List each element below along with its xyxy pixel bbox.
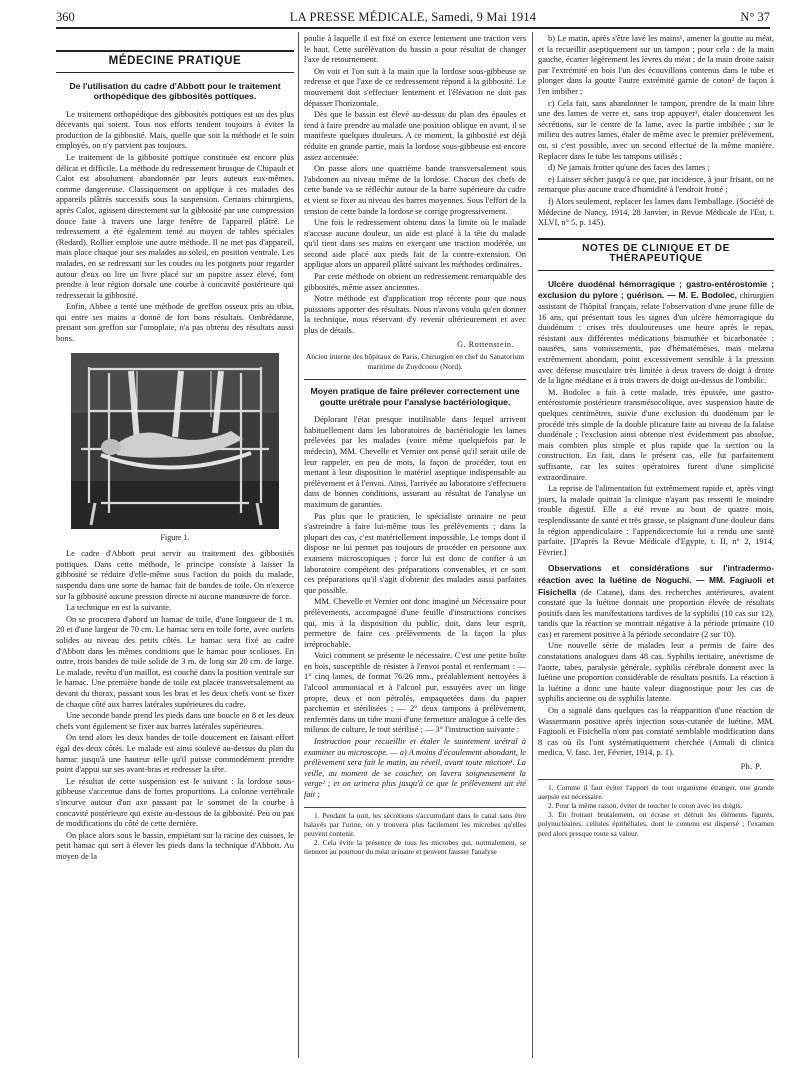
paragraph: e) Laisser sécher jusqu'à ce que, par incidence, à jour frisant, on ne remarque plus aucune trace d'humidité à l'endroit frotté ; <box>538 174 774 195</box>
column-separator <box>298 32 299 1058</box>
paragraph: M. Bodolec a fait à cette malade, très épuisée, une gastro-entérostomie postérieure transmésocolique, avec suspension haute de quelques centimètres, suivie d'une exclusion du duodénum par le procédé très simple de la double plicature faite au niveau de la falaise duodénale ; l'exclusion ainsi obtenue n'est évidemment pas absolue, mais combien plus simple et plus rapide que la section ou la construction. En fait, dans le présent cas, elle fut parfaitement suffisante, car les suites opératoires furent d'une simplicité extraordinaire. <box>538 387 774 482</box>
note-title: Observations et considérations sur l'intradermo-réaction avec la luétine de Noguchi. — MM. Fagiuoli et Fisichella <box>538 563 774 597</box>
paragraph: La technique en est la suivante. <box>66 603 172 613</box>
footnotes <box>538 783 774 838</box>
note-signature: Ph. P. <box>740 762 762 771</box>
author-affiliation: Ancien interne des hôpitaux de Paris, Chirurgien en chef du Sanatorium maritime de Zuydcoote (Nord). <box>305 352 525 371</box>
paragraph: On place alors sous le bassin, empiétant sur la racine des cuisses, le petit hamac qui sert à élever les pieds dans la technique d'Abbott. Au moyen de la <box>56 830 294 861</box>
paragraph: c) Cela fait, sans abandonner le tampon, prendre de la main libre une des lames de verre et, sans trop appuyer³, étaler doucement les sécrétions, sur le centre de la lame, avec la partie imbibée ; sur le milieu des autres lames, étaler de même avec le premier prélèvement, ou, si c'est possible, avec un second effectué de la même manière. Replacer dans le tube les tampons utilisés ; <box>538 98 774 161</box>
footnote: 1. Pendant la nuit, les sécrétions s'accumulant dans le canal sans être balayés par l'urine, on y trouvera plus facilement les microbes qu'elles peuvent contenir. <box>304 810 526 838</box>
note-title: Ulcère duodénal hémorragique ; gastro-entérostomie ; exclusion du pylore ; guérison. — M. E. Bodolec, <box>538 278 774 301</box>
section-heading: NOTES DE CLINIQUE ET DE THÉRAPEUTIQUE <box>538 238 774 271</box>
paragraph: Pas plus que le praticien, le spécialiste urinaire ne peut s'astreindre à faire lui-même tous les prélèvements ; dans la plupart des cas, c'est matériellement impossible. Le temps dont il dispose ne lui permet pas toujours de procéder en personne aux examens microscopiques ; force lui est donc de confier à un laboratoire compétent des préparations convenables, et ce sont ces préparations qu'il s'agit d'obtenir des malades aussi parfaites que possible. <box>304 511 526 595</box>
column-3 <box>538 34 774 838</box>
paragraph: Le traitement de la gibbosité pottique constituée est encore plus délicat et difficile. La méthode du redressement brusque de Chipault et Calot est absolument abandonnée par leurs auteurs eux-mêmes, comme dangereuse. Classiquement on applique à ces malades des appareils plâtrés successifs sous la suspension. Certains chirurgiens, après Calot, agissent directement sur la gibbosité par une compression douce faite à travers une large fenêtre de l'appareil plâtré. Le redressement a été également tenté au moyen de tables spéciales (Redard). Rollier emploie une autre méthode. Il ne met pas d'appareil, mais place chaque jour ses malades au soleil, en position ventrale. Les malades, en se redressant sur les coudes ou les poignets pour regarder autour d'eux ou lire un livre placé sur un pupitre assez élevé, font prendre à leur région dorsale une courbe à concavité postérieure qui redresserait la gibbosité. <box>56 152 294 300</box>
paragraph: Dès que le bassin est élevé au-dessus du plan des épaules et tend à faire prendre au malade une position oblique en avant, il se manifeste quelques douleurs. A ce moment, la gibbosité est déjà réduite en grande partie, mais la lordose sous-gibbeuse est encore assez accentuée. <box>304 110 526 162</box>
paragraph: Par cette méthode on obtient un redressement remarquable des gibbosités, même assez anciennes. <box>304 272 526 292</box>
paragraph: Instruction pour recueillir et étaler le suintement urétral à examiner au microscope. — a) A moins d'écoulement abondant, le prélèvement sera fait le matin, au réveil, avant toute miction¹. La veille, au moment de se coucher, on lavera soigneusement la verge² ; et on urinera plus jusqu'à ce que le prélèvement ait été fait ; <box>304 737 526 799</box>
column-1 <box>56 52 294 863</box>
page-number: 360 <box>56 10 75 24</box>
paragraph: Déplorant l'état presque inutilisable dans lequel arrivent habituellement dans les laboratoires de bactériologie les lames prélevées par les malades (voire même quelquefois par le médecin), MM. Chevelle et Vernier ont pensé qu'il serait utile de leur rappeler, en peu de mots, la façon de procéder, tout en mettant à leur disposition le matériel aseptique indispensable au prélèvement et à l'envoi. Ainsi, l'arrivée au laboratoire s'effectuera dans de bonnes conditions, assurant au résultat de l'analyse un maximum de garanties. <box>304 415 526 509</box>
footnote: 2. Cela évite la présence de tous les microbes qui, normalement, se tiennent au pourtour du méat urinaire et peuvent fausser l'analyse <box>304 838 526 857</box>
header-rule <box>56 27 770 29</box>
article-title: De l'utilisation du cadre d'Abbott pour le traitement orthopédique des gibbosités pottiques. <box>69 80 281 102</box>
abbott-frame-illustration <box>71 353 279 529</box>
footnote: 1. Comme il faut éviter l'apport de tout organisme étranger, une grande asepsie est nécessaire. <box>538 782 774 801</box>
paragraph: Enfin, Abbee a tenté une méthode de greffon osseux pris au tibia, qui entre ses mains a donné de fort bons résultats. Ombrédanne, prenant son greffon sur l'omoplate, n'a pas obtenu des résultats aussi bons. <box>56 302 294 344</box>
paragraph: On se procurera d'abord un hamac de toile, d'une longueur de 1 m. 20 et d'une largeur de 70 cm. Le hamac sera en toile forte, avec ourlets solides au niveau des petits côtés. Le hamac sera fixé au cadre d'Abbott dans les mêmes conditions que le hamac pour scolioses. En outre, trois bandes de toile solide de 3 m. de long sur 20 cm. de large. Le malade, revêtu d'un maillot, est couché dans la position ventrale sur le hamac. Une première bande de toile est placée transversalement au devant du thorax, passant sous les bras et les deux chefs vont se fixer de chaque côté aux barres latérales supérieures du cadre. <box>56 614 294 709</box>
paragraph: Une seconde bande prend les pieds dans une boucle en 8 et les deux chefs vont également se fixer aux barres latérales supérieures. <box>56 711 294 731</box>
paragraph: Le traitement orthopédique des gibbosités pottiques est un des plus décevants qui soient. Tous nos efforts tendent toujours à éviter la production de la gibbosité. Mais, quelle que soit la méthode et le soin employés, on n'y parvient pas toujours. <box>56 109 294 151</box>
paragraph: Le cadre d'Abbott peut servir au traitement des gibbosités pottiques. Dans cette méthode, le principe consiste à laisser la gibbosité se réduire d'elle-même sous l'action du poids du malade, suspendu dans une sorte de hamac fait de bandes de toile. On n'exerce sur la gibbosité aucune pression directe ni aucune manœuvre de force. <box>56 549 294 601</box>
figure-caption: Figure 1. <box>160 532 190 542</box>
page-header <box>56 8 770 26</box>
paragraph: Le résultat de cette suspension est le suivant : la lordose sous-gibbeuse s'accentue dans de fortes proportions. La colonne vertébrale s'incurve autour d'un axe passant par le sommet de la courbe à concavité postérieure qui existe au-dessous de la gibbosité. Peu ou pas de modifications du côté de cette dernière. <box>56 776 294 829</box>
paragraph: Une fois le redressement obtenu dans la limite où le malade n'accuse aucune douleur, un aide est placé à la tête du malade qu'il tient dans ses mains en exerçant une traction modérée, un second aide placé aux pieds fait de la contre-extension. On applique alors un appareil plâtré suivant les méthodes ordinaires. <box>304 218 526 270</box>
note-text: chirurgien assistant de l'hôpital français, relate l'observation d'une jeune fille de 16 ans, qui présentait tous les signes d'un ulcère hémorragique du duodénum : crises très douloureuses une heure après le repas, résistant aux différentes médications bismuthée et bicarbonatée ; nausées, sans vomissements, pas d'hématémèses, mais melæna extrêmement abondant, point excessivement sensible à la pression avec défense musculaire très limitée à deux travers de doigt à droite de la ligne médiane et à trois travers de doigt au-dessus de l'ombilic. <box>538 291 774 386</box>
column-2 <box>304 34 526 857</box>
paragraph: MM. Chevelle et Vernier ont donc imaginé un Nécessaire pour prélèvements, accompagné d'une feuille d'instructions concises qui, mis à la disposition du public, doit, dans leur esprit, permettre de faire ces prélèvements de la façon la plus irréprochable. <box>304 597 526 649</box>
paragraph: d) Ne jamais frotter qu'une des faces des lames ; <box>548 163 710 173</box>
footnote-rule <box>538 779 774 780</box>
paragraph: f) Alors seulement, replacer les lames dans l'emballage. (Société de Médecine de Nancy, 1914, 28 Janvier, in Revue Médicale de l'Est, t. XLVI, n° 5, p. 145). <box>538 196 774 228</box>
paragraph: b) Le matin, après s'être lavé les mains¹, amener la goutte au méat, et la recueillir aseptiquement sur un tampon ; pour cela : de la main gauche, écarter légèrement les lèvres du méat ; de la main droite saisir par l'extrémité en bois l'un des écouvillons contenus dans le tube et plonger dans la goutte l'autre extrémité garnie de coton² de façon à l'en imbiber ; <box>538 34 774 96</box>
journal-title: LA PRESSE MÉDICALE, Samedi, 9 Mai 1914 <box>289 10 537 24</box>
footnote-rule <box>304 807 526 808</box>
paragraph: On voit et l'on suit à la main que la lordose sous-gibbeuse se redresse et que l'axe de ce redressement répond à la gibbosité. Le mouvement doit s'effectuer lentement et l'élévation ne doit pas dépasser l'horizontale. <box>304 66 526 108</box>
paragraph: Voici comment se présente le nécessaire. C'est une petite boîte en bois, susceptible de résister à l'envoi postal et renfermant : — 1° cinq lames, de format 76/26 mm., préalablement nettoyées à l'alcool ammoniacal et à l'alcool pur, essuyées avec un linge propre, deux et non pétrolés, empaquetées dans du papier parchemin et stérilisées ; — 2° deux tampons à prélèvement, renfermés dans un tube muni d'une fermeture analogue à celle des milieux de culture, le tout stérilisé ; — 3° l'instruction suivante : <box>304 651 526 735</box>
column-separator <box>532 32 533 1058</box>
paragraph: On tend alors les deux bandes de toile doucement en faisant effort égal des deux côtés. Le malade est ainsi soulevé au-dessus du plan du hamac jusqu'à une hauteur telle qu'il puisse commodément prendre point d'appui sur ses avant-bras et redresser la tête. <box>56 733 294 775</box>
footnote: 2. Pour la même raison, éviter de toucher le coton avec les doigts. <box>548 801 743 810</box>
footnote: 3. En frottant brutalement, on écrase et détruit les éléments figurés, polynucléaires, cellules épithéliales, dont le contenu est dispersé ; l'examen perd alors presque toute sa valeur. <box>538 810 774 838</box>
article-separator <box>304 379 526 380</box>
author-signature: G. Rottenstein. <box>457 339 514 349</box>
footnotes <box>304 811 526 857</box>
paragraph: On a signalé dans quelques cas la réapparition d'une réaction de Wassermann positive après injection sous-cutanée de luétine. MM. Fagiuoli et Fisichella n'ont pas constaté semblable modification dans 8 cas où ils l'ont systématiquement cherchée (Annali di clinica medica, V. fasc. 1er, Février, 1914, p. 1). <box>538 706 774 758</box>
paragraph: La reprise de l'alimentation fut extrêmement rapide et, après vingt jours, la malade quittait la clinique n'ayant pas ressenti le moindre trouble digestif. Elle a été revue au bout de quatre mois, resplendissante de santé et très grasse, se plaignant d'une douleur dans la région appendiculaire : l'appendicectomie lui a rendu une santé parfaite. [D'après la Revue Médicale d'Egypte, t. II, n° 2, 1914, Février.] <box>538 484 774 557</box>
figure-photo-abbott-frame <box>71 353 279 529</box>
article-title: Moyen pratique de faire prélever correctement une goutte urétrale pour l'analyse bactériologique. <box>310 386 520 407</box>
paragraph: Notre méthode est d'application trop récente pour que nous puissions apporter des résultats. Nous n'avons voulu qu'en donner la technique, nous réservant d'y revenir ultérieurement et avec plus de détails. <box>304 294 526 336</box>
paragraph: On passe alors une quatrième bande transversalement sous l'abdomen au niveau même de la lordose. Chacun des chefs de cette bande va se réfléchir autour de la barre supérieure du cadre et vient se fixer au niveau des barres moyennes. Sous l'effort de la tension de cette bande la lordose se corrige progressivement. <box>304 164 526 216</box>
paragraph: poulie à laquelle il est fixé on exerce lentement une traction vers le haut. Cette surélévation du bassin a pour résultat de changer l'axe de retournement. <box>304 34 526 65</box>
note-text: (de Catane), dans des recherches antérieures, avaient constaté que la luétine donnait une proportion élevée de résultats positifs dans les manifestations tardives de la syphilis (10 cas sur 12), tandis que la réaction se montrait négative à la période primaire (10 cas) et rarement positive à la période secondaire (2 sur 10). <box>538 587 774 639</box>
issue-number: N° 37 <box>740 10 770 24</box>
paragraph: Une nouvelle série de malades leur a permis de faire des constatations analogues dans 48 cas. Syphilis tertiaire, anévrisme de l'aorte, tabes, paralysie générale, syphilis cérébrale donnent avec la luétine une proportion considérable de résultats positifs. La réaction à la luétine a donc une haute valeur diagnostique pour les cas de syphilis ancienne ou de syphilis latente. <box>538 641 774 704</box>
section-heading: MÉDECINE PRATIQUE <box>56 50 294 73</box>
